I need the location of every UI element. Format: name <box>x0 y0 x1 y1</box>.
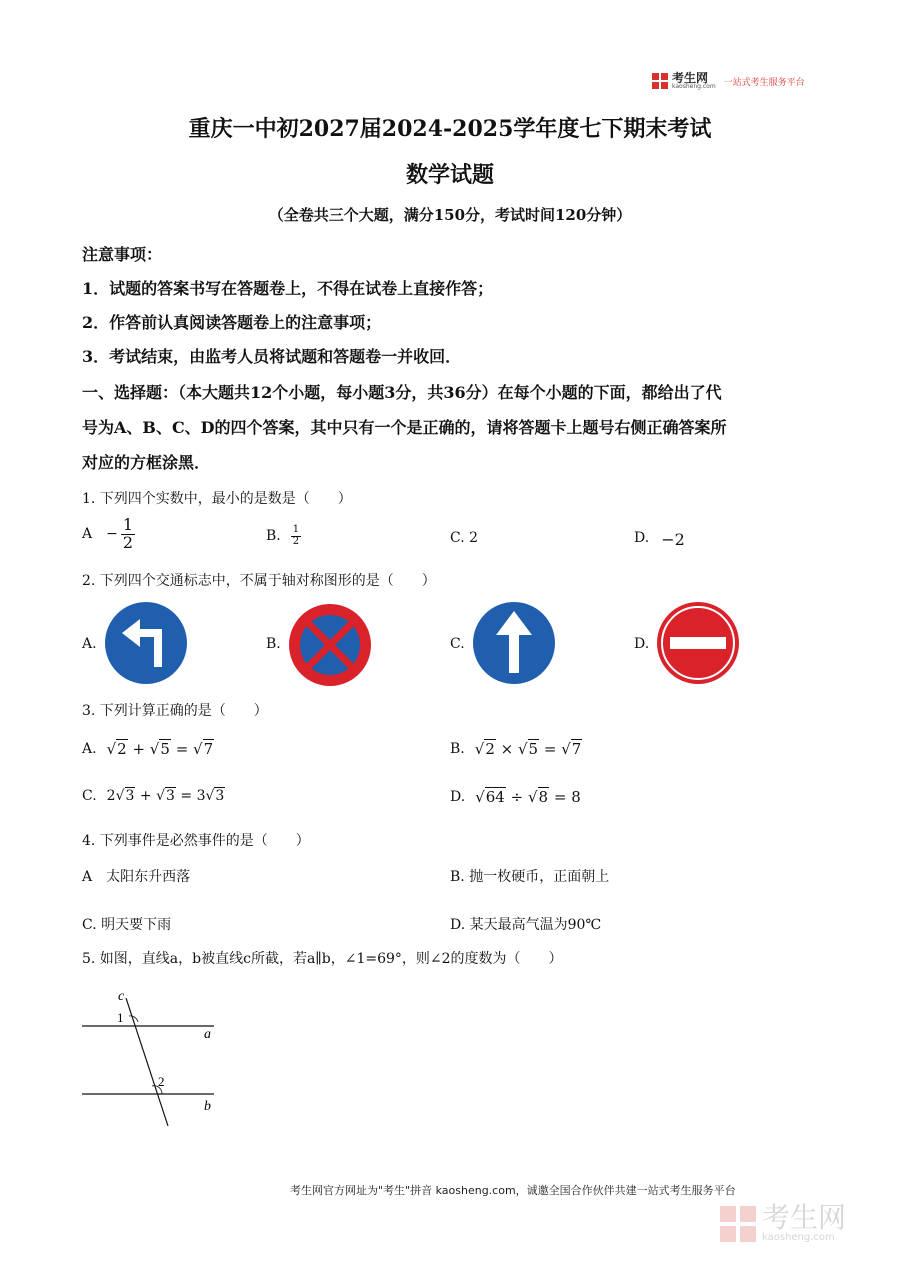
q1-a-denominator: 2 <box>122 532 134 552</box>
q2-stem: 2. 下列四个交通标志中，不属于轴对称图形的是（ ） <box>82 573 436 589</box>
kaosheng-logo-icon <box>652 73 668 89</box>
watermark-domain: kaosheng.com <box>762 1232 835 1243</box>
q1-b-denominator: 2 <box>292 535 300 547</box>
label-angle2: 2 <box>158 1074 165 1089</box>
q3-b-label: B. <box>450 741 465 757</box>
q1-stem: 1. 下列四个实数中，最小的是数是（ ） <box>82 491 352 507</box>
logo-text-group <box>672 72 716 90</box>
q3-option-a <box>82 740 214 758</box>
q1-option-b <box>266 525 301 547</box>
section1-line1: 一、选择题：（本大题共12个小题，每小题3分，共36分）在每个小题的下面，都给出了代 <box>82 383 722 402</box>
no-stopping-sign-icon <box>288 603 372 687</box>
section1-line2: 号为A、B、C、D的四个答案，其中只有一个是正确的，请将答题卡上题号右侧正确答案所 <box>82 418 727 437</box>
note-item-3: 3．考试结束，由监考人员将试题和答题卷一并收回． <box>82 347 462 366</box>
q3-b-expression: √2 × √5 = √7 <box>474 740 582 758</box>
note-item-2: 2．作答前认真阅读答题卷上的注意事项； <box>82 313 382 332</box>
q3-c-label: C. <box>82 788 97 804</box>
section1-line3: 对应的方框涂黑． <box>82 453 211 472</box>
q3-option-c <box>82 788 225 804</box>
exam-info: （全卷共三个大题，满分150分，考试时间120分钟） <box>268 206 632 224</box>
watermark-text: 考生网 <box>762 1201 847 1234</box>
q1-option-a <box>82 517 135 552</box>
q3-option-b <box>450 740 582 758</box>
q4-option-b: B. 抛一枚硬币，正面朝上 <box>450 869 610 885</box>
q4-option-a: A 太阳东升西落 <box>82 869 191 885</box>
q4-option-c: C. 明天要下雨 <box>82 917 172 933</box>
no-entry-sign-icon <box>656 601 740 685</box>
page-footer: 考生网官方网址为"考生"拼音 kaosheng.com，诚邀全国合作伙伴共建一站式考生服务平台 <box>290 1184 736 1197</box>
exam-title: 重庆一中初2027届2024-2025学年度七下期末考试 <box>188 116 712 142</box>
q1-a-fraction <box>121 517 135 552</box>
logo-domain: kaosheng.com <box>672 83 716 90</box>
parallel-lines-figure <box>78 984 228 1134</box>
q3-a-label: A. <box>82 741 97 757</box>
q3-d-expression: √64 ÷ √8 = 8 <box>475 788 581 806</box>
brand-logo <box>652 72 805 90</box>
q3-c-expression: 2√3 + √3 = 3√3 <box>106 788 225 804</box>
exam-subject: 数学试题 <box>405 162 494 188</box>
q4-stem: 4. 下列事件是必然事件的是（ ） <box>82 833 310 849</box>
q3-a-expression: √2 + √5 = √7 <box>106 740 214 758</box>
q1-option-c: C. 2 <box>450 530 479 546</box>
label-b: b <box>204 1099 211 1114</box>
line-c <box>126 998 168 1126</box>
q1-b-fraction <box>291 525 301 547</box>
q1-d-label: D. <box>634 530 650 546</box>
q1-d-value: −2 <box>661 530 685 549</box>
q4-option-d: D. 某天最高气温为90℃ <box>450 917 602 933</box>
note-item-1: 1．试题的答案书写在答题卷上，不得在试卷上直接作答； <box>82 279 494 298</box>
logo-tagline: 一站式考生服务平台 <box>723 77 805 88</box>
q3-stem: 3. 下列计算正确的是（ ） <box>82 703 268 719</box>
notes-heading: 注意事项： <box>82 245 163 264</box>
q1-a-label: A <box>82 526 93 543</box>
q1-a-numerator: 1 <box>122 515 134 534</box>
q3-d-label: D. <box>450 789 466 805</box>
q1-option-d <box>634 530 685 549</box>
watermark <box>720 1201 847 1243</box>
q2-label-d: D. <box>634 636 650 652</box>
q1-a-sign: − <box>106 526 118 543</box>
q1-b-label: B. <box>266 528 281 544</box>
straight-ahead-sign-icon <box>472 601 556 685</box>
label-c: c <box>118 989 125 1004</box>
q1-b-numerator: 1 <box>292 524 300 535</box>
logo-text: 考生网 <box>672 71 709 85</box>
left-turn-sign-icon <box>104 601 188 685</box>
q3-option-d <box>450 788 581 806</box>
label-a: a <box>204 1027 211 1042</box>
q5-stem: 5. 如图，直线a，b被直线c所截，若a∥b，∠1=69°，则∠2的度数为（ ） <box>82 951 563 967</box>
q2-label-c: C. <box>450 636 465 652</box>
watermark-logo-icon <box>720 1206 756 1242</box>
label-angle1: 1 <box>117 1010 124 1025</box>
q2-label-b: B. <box>266 636 281 652</box>
q2-label-a: A. <box>82 636 97 652</box>
